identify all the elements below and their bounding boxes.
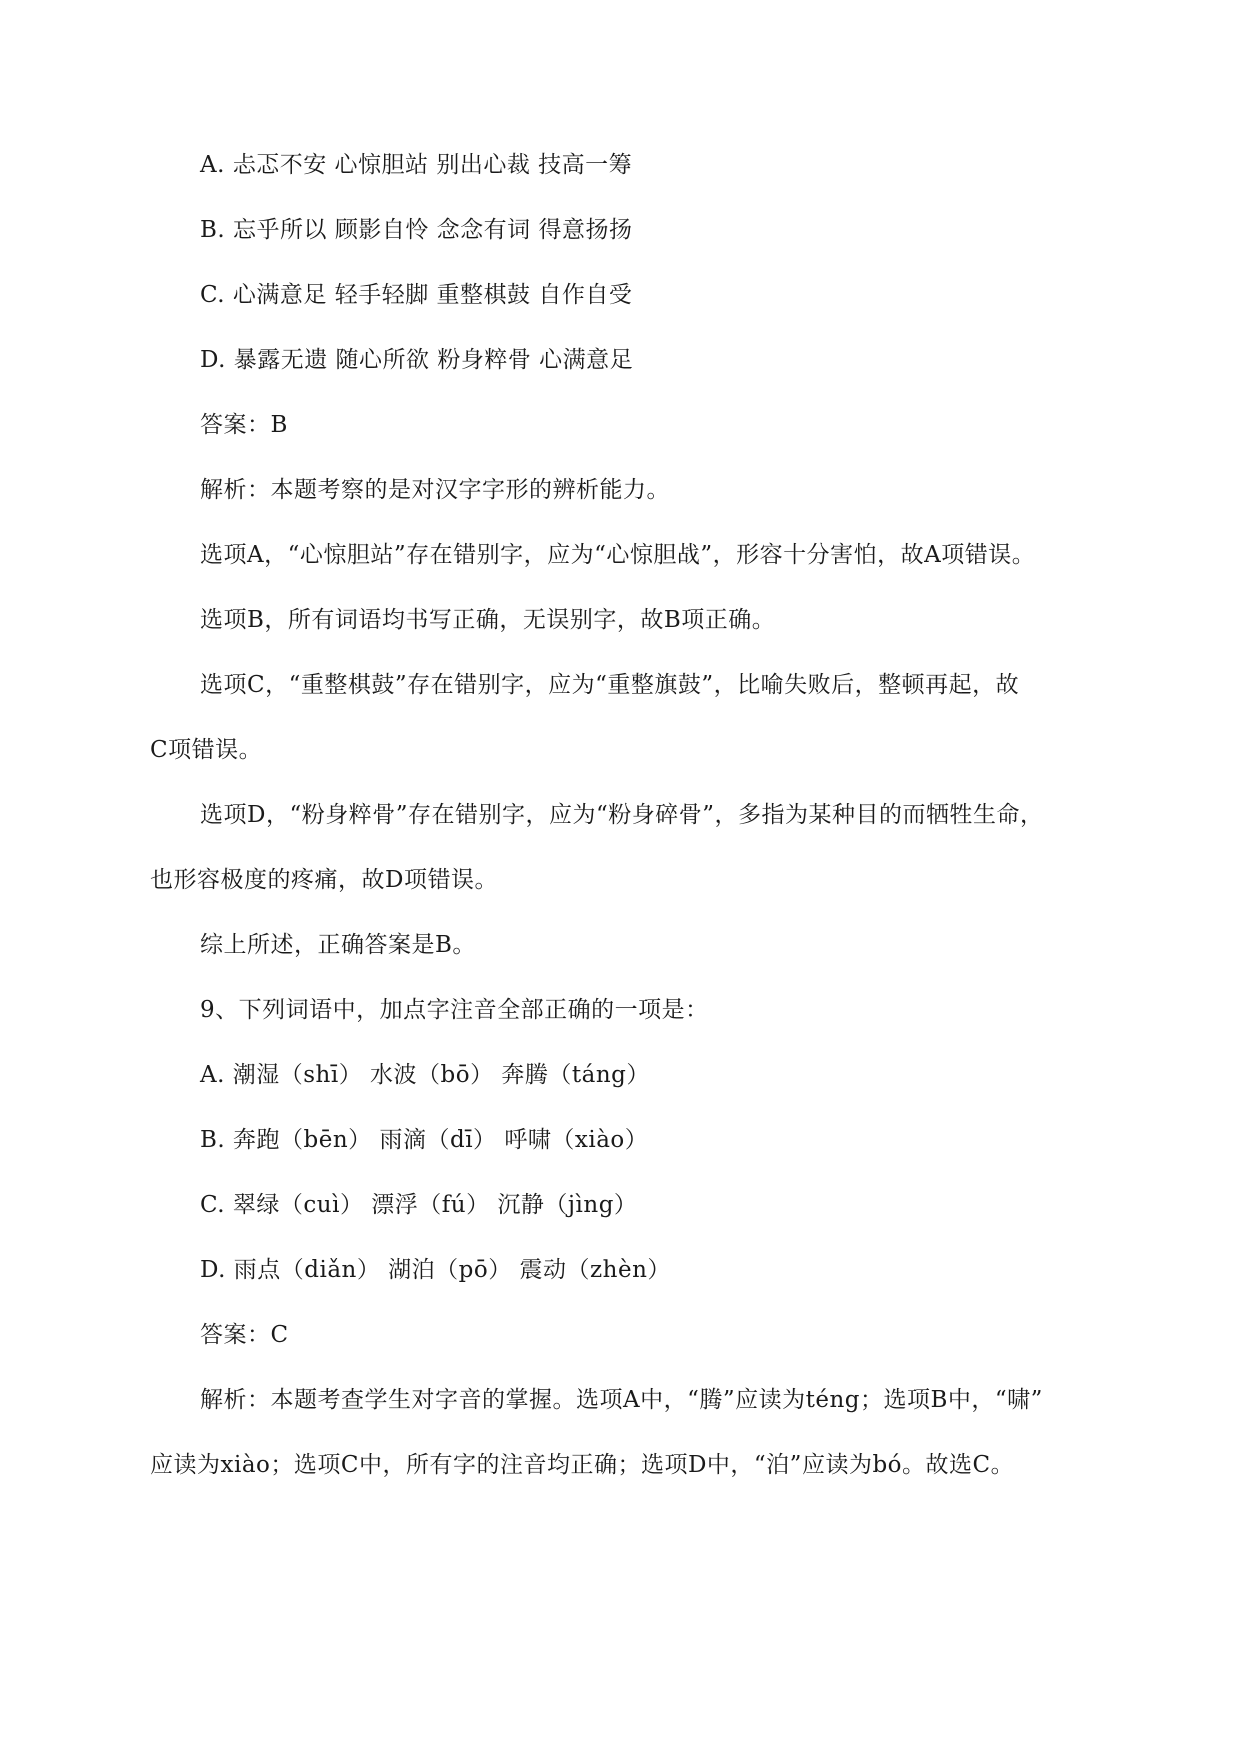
q8-analysis: 解析：本题考察的是对汉字字形的辨析能力。 xyxy=(200,477,670,503)
q8-answer: 答案：B xyxy=(200,412,288,438)
q9-option-b: B. 奔跑（bēn） 雨滴（dī） 呼啸（xiào） xyxy=(200,1127,649,1153)
q8-explanation-d-line2: 也形容极度的疼痛，故D项错误。 xyxy=(150,867,498,893)
q9-option-c: C. 翠绿（cuì） 漂浮（fú） 沉静（jìng） xyxy=(200,1192,638,1218)
q9-analysis-line1: 解析：本题考查学生对字音的掌握。选项A中，“腾”应读为téng；选项B中，“啸” xyxy=(200,1387,1043,1413)
q8-option-a: A. 忐忑不安 心惊胆站 别出心裁 技高一筹 xyxy=(200,152,633,178)
q9-option-a: A. 潮湿（shī） 水波（bō） 奔腾（táng） xyxy=(200,1062,650,1088)
q8-summary: 综上所述，正确答案是B。 xyxy=(200,932,476,958)
q8-option-d: D. 暴露无遗 随心所欲 粉身粹骨 心满意足 xyxy=(200,347,634,373)
q9-question: 9、下列词语中，加点字注音全部正确的一项是： xyxy=(200,997,709,1023)
q8-option-c: C. 心满意足 轻手轻脚 重整棋鼓 自作自受 xyxy=(200,282,633,308)
q8-option-b: B. 忘乎所以 顾影自怜 念念有词 得意扬扬 xyxy=(200,217,633,243)
q9-option-d: D. 雨点（diǎn） 湖泊（pō） 震动（zhèn） xyxy=(200,1257,671,1283)
q8-explanation-a: 选项A，“心惊胆站”存在错别字，应为“心惊胆战”，形容十分害怕，故A项错误。 xyxy=(200,542,1036,568)
q8-explanation-c-line1: 选项C，“重整棋鼓”存在错别字，应为“重整旗鼓”，比喻失败后，整顿再起，故 xyxy=(200,672,1020,698)
q8-explanation-b: 选项B，所有词语均书写正确，无误别字，故B项正确。 xyxy=(200,607,776,633)
q9-analysis-line2: 应读为xiào；选项C中，所有字的注音均正确；选项D中，“泊”应读为bó。故选C。 xyxy=(150,1452,1015,1478)
q9-answer: 答案：C xyxy=(200,1322,289,1348)
q8-explanation-c-line2: C项错误。 xyxy=(150,737,263,763)
q8-explanation-d-line1: 选项D，“粉身粹骨”存在错别字，应为“粉身碎骨”，多指为某种目的而牺牲生命， xyxy=(200,802,1044,828)
